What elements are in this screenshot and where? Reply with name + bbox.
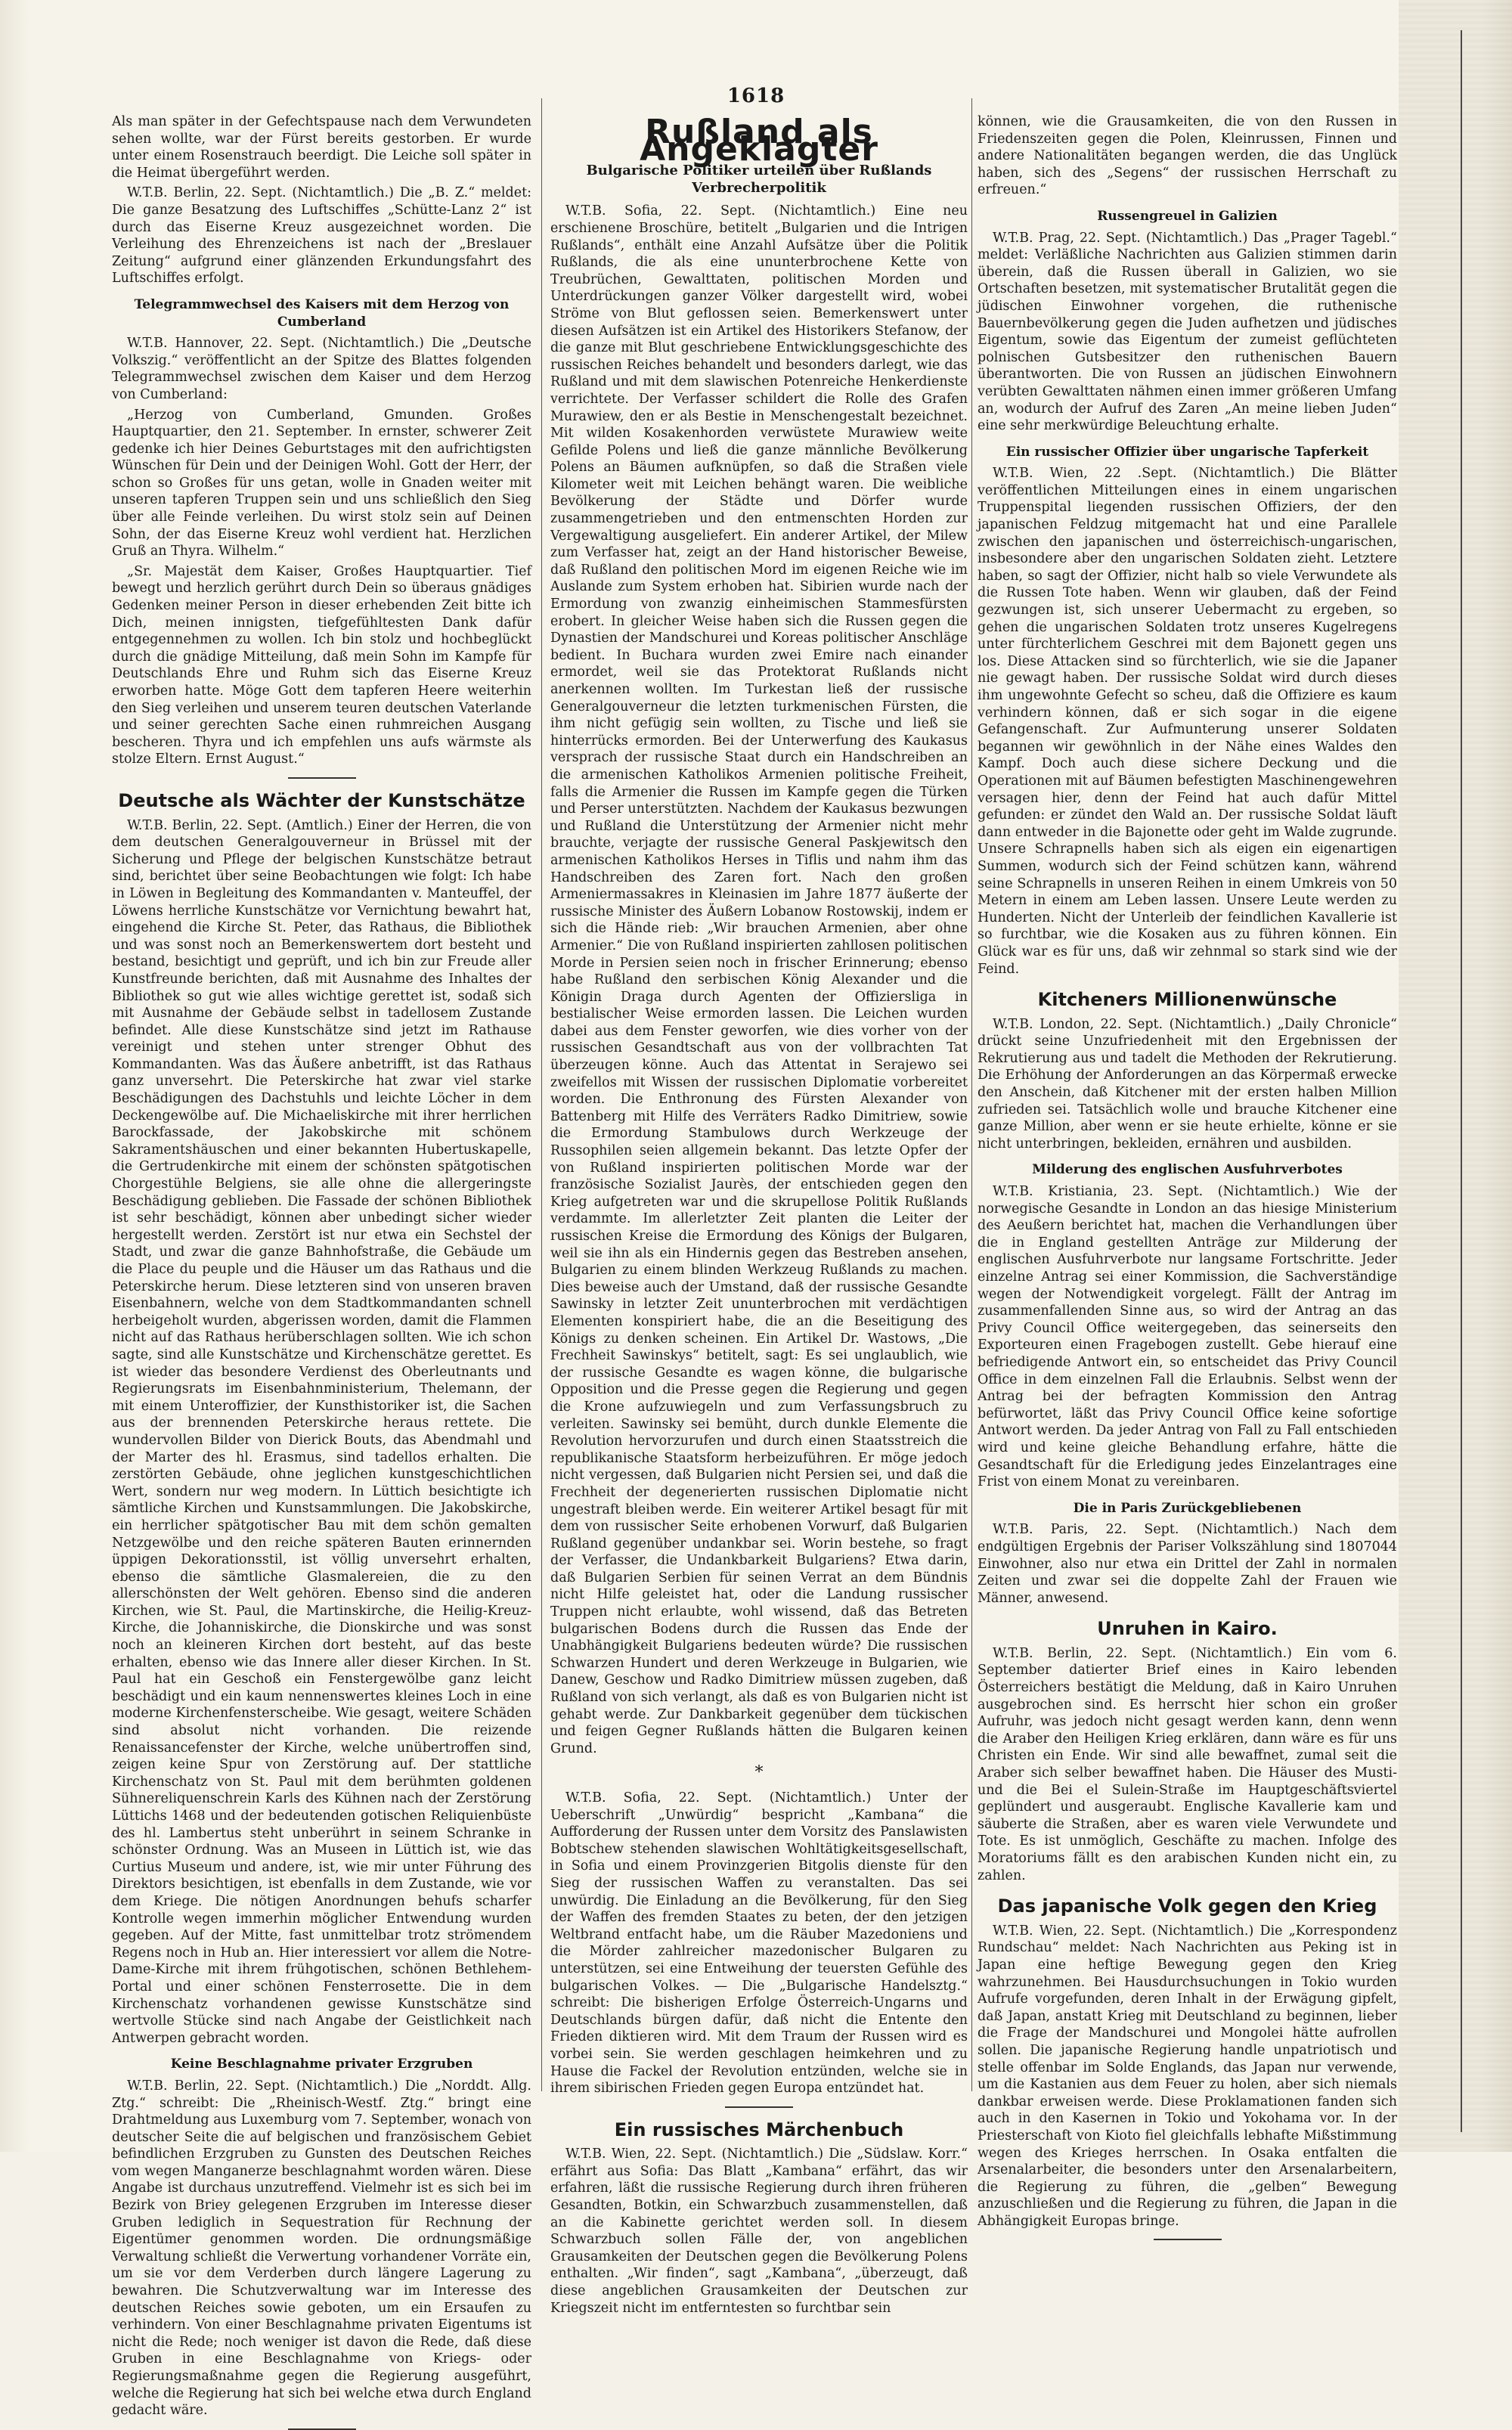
separator-rule: [725, 2106, 793, 2108]
article-text: können, wie die Grausamkeiten, die von den Russen in Friedenszeiten gegen die Polen, Kleinrussen, Finnen und andere Nationalitäten begangen werden, die das Unglück haben, sich des „Segens“ der russischen Herrschaft zu erfreuen.“: [978, 114, 1397, 198]
article-text: „Sr. Majestät dem Kaiser, Großes Hauptquartier. Tief bewegt und herzlich gerührt durch Dein so überaus gnädiges Gedenken meiner Person in dieser erhebenden Zeit bitte ich Dich, meinen innigsten, tiefgefühltesten Dank dafür entgegennehmen zu wollen. Ich bin stolz und hochbeglückt durch die gnädige Mitteilung, daß mein Sohn im Kampfe für Deutschlands Ehre und Ruhm sich das Eiserne Kreuz erworben hatte. Möge Gott dem tapferen Heere weiterhin den Sieg verleihen und unserem teuren deutschen Vaterlande und seiner gerechten Sache einen ruhmreichen Ausgang bescheren. Thyra und ich empfehlen uns aufs wärmste als stolze Eltern. Ernst August.“: [112, 563, 531, 767]
separator-rule: [288, 2428, 356, 2430]
article-text: W.T.B. Hannover, 22. Sept. (Nichtamtlich.) Die „Deutsche Volkszig.“ veröffentlicht an der Spitze des Blattes folgenden Telegrammwechsel zwischen dem Kaiser und dem Herzog von Cumberland:: [112, 336, 531, 402]
column-rule-2: [971, 98, 972, 2091]
article-text: W.T.B. Kristiania, 23. Sept. (Nichtamtlich.) Wie der norwegische Gesandte in London an das hiesige Ministerium des Aeußern berichtet hat, machen die Verhandlungen über die in England gestellten Anträge zur Milderung der englischen Ausfuhrverbote nur langsame Fortschritte. Jeder einzelne Antrag sei einer Kommission, die Sachverständige wegen der Notwendigkeit vorgelegt. Fällt der Antrag im zusammenfallenden Sinne aus, so wird der Antrag an das Privy Council Office weitergegeben, das seinerseits den Exporteuren einen Fragebogen zustellt. Gebe hierauf eine befriedigende Antwort ein, so entscheidet das Privy Council Office in dem einzelnen Fall die Erlaubnis. Selbst wenn der Antrag bei der befragten Kommission den Antrag befürwortet, läßt das Privy Council Office keine sofortige Antwort werden. Da jeder Antrag von Fall zu Fall entschieden wird und keine gleiche Behandlung erfahre, hätte die Gesandtschaft für die Erledigung jedes Einzelantrages eine Frist von einem Monat zu vereinbaren.: [978, 1184, 1397, 1490]
article-heading: Unruhen in Kairo.: [1097, 1618, 1278, 1640]
article-text: W.T.B. Berlin, 22. Sept. (Amtlich.) Einer der Herren, die von dem deutschen Generalgouverneur in Brüssel mit der Sicherung und Pflege der belgischen Kunstschätze betraut sind, berichtet über seine Beobachtungen wie folgt: Ich habe in Löwen in Begleitung des Kommandanten v. Manteuffel, der Löwens herrliche Kunstschätze vor Vernichtung bewahrt hat, eingehend die Kirche St. Peter, das Rathaus, die Bibliothek und was sonst noch an Bemerkenswertem dort besteht und bestand, besichtigt und geprüft, und ich bin zur Freude aller Kunstfreunde berichten, daß mit Ausnahme des Inhaltes der Bibliothek so gut wie alles wichtige gerettet ist, sodaß sich mit Ausnahme der Gebäude selbst in tadellosem Zustande befindet. Alle diese Kunstschätze sind jetzt im Rathause vereinigt und stehen unter strenger Obhut des Kommandanten. Was das Äußere anbetrifft, ist das Rathaus ganz unversehrt. Die Peterskirche hat zwar viel starke Beschädigungen des Dachstuhls und leichte Löcher in dem Deckengewölbe auf. Die Michaeliskirche mit ihrer herrlichen Barockfassade, der Jakobskirche mit schönem Sakramentshäuschen und einer bekannten Hubertuskapelle, die Gertrudenkirche mit einem der schönsten spätgotischen Chorgestühle Belgiens, sie alle ohne die allergeringste Beschädigung geblieben. Die Fassade der schönen Bibliothek ist sehr beschädigt, können aber unbedingt sicher wieder hergestellt werden. Zerstört ist nur etwa ein Sechstel der Stadt, und zwar die ganze Bahnhofstraße, die Gebäude um die Place du peuple und die Häuser um das Rathaus und die Peterskirche herum. Diese letzteren sind von unseren braven Eisenbahnern, welche von dem Stadtkommandanten schnell herbeigeholt wurden, abgerissen worden, damit die Flammen nicht auf das Rathaus herüberschlagen sollten. Wie ich schon sagte, sind alle Kunstschätze und Kirchenschätze gerettet. Es ist wieder das besondere Verdienst des Oberleutnants und Regierungsrats im Eisenbahnministerium, Thelemann, der mit einem Unteroffizier, der Kunsthistoriker ist, die Sachen aus der brennenden Peterskirche heraus rettete. Die wundervollen Bilder von Dierick Bouts, das Abendmahl und der Marter des hl. Erasmus, sind tadellos erhalten. Die zerstörten Gebäude, ohne jeglichen kunstgeschichtlichen Wert, sondern nur weg modern. In Lüttich besichtigte ich sämtliche Kirchen und Kunstsammlungen. Die Jakobskirche, ein herrlicher spätgotischer Bau mit dem schön gemalten Netzgewölbe und den reiche späteren Bauten erinnernden üppigen Dekorationsstil, ist völlig unversehrt erhalten, ebenso die sämtliche Glasmalereien, die zu den allerschönsten der Welt gehören. Ebenso sind die anderen Kirchen, wie St. Paul, die Martinskirche, die Heilig-Kreuz-Kirche, die Johanniskirche, die Dionskirche und was sonst noch an kleineren Kirchen dort besteht, auf das beste erhalten, ebenso wie das Innere aller dieser Kirchen. In St. Paul hat ein Geschoß ein Fenstergewölbe ganz leicht beschädigt und ein kaum nennenswertes kleines Loch in eine moderne Kirchenfensterscheibe. Wie gesagt, weitere Schäden sind absolut nicht vorhanden. Die reizende Renaissancefenster der Kirche, welche unübertroffen sind, zeigen keine Spur von Zerstörung auf. Der stattliche Kirchenschatz von St. Paul mit dem berühmten goldenen Sühnereliquenschrein Karls des Kühnen nach der Zerstörung Lüttichs 1468 und der bedeutenden gotischen Reliquienbüste des hl. Lambertus steht unberührt in seinem Schranke in schönster Ordnung. Was an Museen in Lüttich ist, wie das Curtius Museum und andere, ist, wie mir unter Führung des Direktors besichtigen, ist ebenfalls in dem Zustande, wie vor dem Kriege. Die nötigen Anordnungen behufs scharfer Kontrolle wegen immerhin möglicher Entwendung wurden gegeben. Auf der Mitte, fast unmittelbar trotz strömendem Regens noch in Hub an. Hier interessiert vor allem die Notre-Dame-Kirche mit ihrem frühgotischen, schönen Bethlehem-Portal und einer schönen Fensterrosette. Die in dem Kirchenschatz vorhandenen gewisse Kunstschätze sind wertvolle Stücke sind nach Angabe der Geistlichkeit nach Antwerpen gebracht worden.: [112, 817, 531, 2046]
subheadline: Bulgarische Politiker urteilen über Rußlands Verbrecherpolitik: [586, 163, 932, 196]
article-text: W.T.B. Wien, 22. Sept. (Nichtamtlich.) Die „Korrespondenz Rundschau“ meldet: Nach Nachrichten aus Peking ist in Japan eine heftige Bewegung gegen den Krieg wahrzunehmen. Bei Hausdurchsuchungen in Tokio wurden Aufrufe vorgefunden, deren Inhalt in der Erwägung gipfelt, daß Japan, anstatt Krieg mit Deutschland zu beginnen, lieber die Frage der Mandschurei und Mongolei hätte aufrollen sollen. Die japanische Regierung handle unpatriotisch und stelle offenbar im Solde Englands, das Japan nur verwende, um die Kastanien aus dem Feuer zu holen, aber sich niemals dankbar erweisen werde. Diese Proklamationen fanden sich auch in den Kasernen in Tokio und Yokohama vor. In der Priesterschaft von Kioto fiel gleichfalls lebhafte Mißstimmung wegen des Krieges herrschen. In Osaka entfalten die Arsenalarbeiter, die besonders unter den Arsenalarbeitern, die Regierung zu führen, die „gelben“ Bewegung anzuschließen und die Regierung zu führen, die Japan in die Abhängigkeit Europas bringe.: [978, 1923, 1397, 2229]
column-rule-1: [541, 98, 542, 2091]
article-heading: Ein russischer Offizier über ungarische Tapferkeit: [1005, 444, 1369, 460]
article-text: „Herzog von Cumberland, Gmunden. Großes Hauptquartier, den 21. September. In ernster, schwerer Zeit gedenke ich hier Deines Geburtstages mit den aufrichtigsten Wünschen für Dein und der Deinigen Wohl. Gott der Herr, der schon so Großes für uns getan, wolle in Gnaden weiter mit unseren tapferen Truppen sein und uns schließlich den Sieg über alle Feinde verleihen. Du wirst stolz sein auf Deinen Sohn, der das Eiserne Kreuz wohl verdient hat. Herzlichen Gruß an Thyra. Wilhelm.“: [112, 407, 531, 559]
article-heading: Deutsche als Wächter der Kunstschätze: [118, 789, 525, 811]
article-text: W.T.B. Sofia, 22. Sept. (Nichtamtlich.) Unter der Ueberschrift „Unwürdig“ bespricht „Kambana“ die Aufforderung der Russen unter dem Vorsitz des Panslawisten Bobtschew stehenden slawischen Wohltätigkeitsgesellschaft, in Sofia und einem Provinzgerien Bitgolis dienste für den Sieg der russischen Waffen zu veranstalten. Das sei unwürdig. Die Einladung an die Bevölkerung, für den Sieg der Waffen des fremden Staates zu beten, der den jetzigen Weltbrand entfacht habe, um die Räuber Mazedoniens und die Mörder zahlreicher mazedonischer Bulgaren zu unterstützen, sei eine Entweihung der teuersten Gefühle des bulgarischen Volkes. — Die „Bulgarische Handelsztg.“ schreibt: Die bisherigen Erfolge Österreich-Ungarns und Deutschlands bürgen dafür, daß nicht die Entente den Frieden diktieren wird. Mit dem Traum der Russen wird es vorbei sein. Sie werden geschlagen heimkehren und zu Hause die Fackel der Revolution entzünden, welche sie in ihrem sibirischen Frieden gegen Europa entzündet hat.: [550, 1790, 968, 2097]
article-heading: Die in Paris Zurückgebliebenen: [1073, 1500, 1302, 1516]
article-text: W.T.B. Berlin, 22. Sept. (Nichtamtlich.) Ein vom 6. September datierter Brief eines in Kairo lebenden Österreichers bestätigt die Meldung, daß in Kairo Unruhen ausgebrochen sind. Es herrscht hier schon ein großer Aufruhr, was jedoch nicht gesagt werden kann, denn wenn die Araber den Heiligen Krieg erklären, dann wäre es für uns Christen ein Ende. Wir sind alle bewaffnet, zumal seit die Araber sich selber bewaffnet haben. Die Häuser des Musti- und die Bei el Sulein-Straße im Hauptgeschäftsviertel geplündert und ausgeraubt. Englische Kavallerie kam und säuberte die Straßen, aber es waren viele Verwundete und Tote. Es ist unmöglich, Geschäfte zu machen. Infolge des Moratoriums fällt es den arabischen Kunden nicht ein, zu zahlen.: [978, 1645, 1397, 1883]
column-middle: [550, 113, 968, 2316]
article-text: W.T.B. Wien, 22 .Sept. (Nichtamtlich.) Die Blätter veröffentlichen Mitteilungen eines in einem ungarischen Truppenspital liegenden russischen Offiziers, der den japanischen Feldzug mitgemacht hat und eine Parallele zwischen den japanischen und österreichisch-ungarischen, insbesondere aber den ungarischen Soldaten zieht. Letztere haben, so sagt der Offizier, nicht halb so viele Verwundete als die Russen Tote haben. Wenn wir glauben, daß der Feind gezwungen ist, sich unserer Uebermacht zu ergeben, so gehen die ungarischen Soldaten trotz unseres Kugelregens unter fürchterlichem Geschrei mit dem Bajonett gegen uns los. Diese Attacken sind so fürchterlich, wie sie die Japaner nie gewagt haben. Der russische Soldat wird durch dieses ihm ungewohnte Gefecht so scheu, daß die Offiziere es kaum verhindern können, daß er sich sogar in die eigene Gefangenschaft. Zur Aufmunterung unserer Soldaten begannen wir gewöhnlich in der Nähe eines Waldes den Kampf. Doch auch diese sichere Deckung und die Operationen mit auf Bäumen befestigten Maschinengewehren versagen hier, denn der Feind hat auch dafür Mittel gefunden: er zündet den Wald an. Der russische Soldat läuft dann entweder in die Bajonette oder geht im Walde zugrunde. Unsere Schrapnells haben sich als eigen ein eigenartigen Summen, wodurch sich der Feind schützen kann, während seine Schrapnells in unseren Reihen in einem Umkreis von 50 Metern in einem am Leben lassen. Unsere Leute werden zu Hunderten. Nicht der Unterleib der feindlichen Kavallerie ist so furchtbar, wie die Kosaken aus zu führen können. Ein Glück war es für uns, daß wir zehnmal so stark sind wie der Feind.: [978, 466, 1397, 977]
page-number: 1618: [727, 85, 785, 107]
article-text: W.T.B. Berlin, 22. Sept. (Nichtamtlich.) Die „Norddt. Allg. Ztg.“ schreibt: Die „Rheinisch-Westf. Ztg.“ bringt eine Drahtmeldung aus Luxemburg vom 7. September, wonach von deutscher Seite die auf belgischen und französischem Gebiet befindlichen Erzgruben zu Gunsten des Deutschen Reiches vom wegen Manganerze beschlagnahmt worden wären. Diese Angabe ist durchaus unzutreffend. Vielmehr ist es sich bei im Bezirk von Briey gelegenen Erzgruben im Interesse dieser Gruben lediglich in Sequestration für Rechnung der Eigentümer genommen worden. Die ordnungsmäßige Verwaltung schließt die Verwertung vorhandener Vorräte ein, um sie vor dem Verderben durch längere Lagerung zu bewahren. Die Schutzverwaltung war im Interesse des deutschen Reiches sowie geboten, um ein Ersaufen zu verhindern. Von einer Beschlagnahme privaten Eigentums ist nicht die Rede; noch weniger ist davon die Rede, daß diese Gruben in eine Beschlagnahme von Kriegs- oder Regierungsmaßnahme gegen die Regierung ausgeführt, welche die Regierung hat sich bei welche etwa durch England gedacht wäre.: [112, 2078, 531, 2419]
main-headline: Rußland als Angeklagter: [640, 113, 878, 169]
article-heading: Russengreuel in Galizien: [1097, 208, 1278, 224]
adjacent-page-edge: [1399, 0, 1512, 2152]
separator-rule: [288, 777, 356, 779]
section-star: *: [754, 1763, 764, 1783]
article-text: Als man später in der Gefechtspause nach dem Verwundeten sehen wollte, war der Fürst bereits gestorben. Er wurde unter einem Rosenstrauch beerdigt. Die Leiche soll später in die Heimat übergeführt werden.: [112, 114, 531, 181]
article-heading: Keine Beschlagnahme privater Erzgruben: [170, 2057, 473, 2072]
article-heading: Milderung des englischen Ausfuhrverbotes: [1032, 1162, 1343, 1178]
article-text: W.T.B. London, 22. Sept. (Nichtamtlich.) „Daily Chronicle“ drückt seine Unzufriedenheit mit den Ergebnissen der Rekrutierung aus und tadelt die Methoden der Rekrutierung. Die Erhöhung der Anforderungen an das Körpermaß erwecke den Anschein, daß Kitchener mit der ersten halben Million zufrieden sei. Tatsächlich wolle und brauche Kitchener eine ganze Million, aber wenn er sie heute erhielte, könne er sie nicht unterbringen, bekleiden, ernähren und ausbilden.: [978, 1016, 1397, 1151]
article-text: W.T.B. Berlin, 22. Sept. (Nichtamtlich.) Die „B. Z.“ meldet: Die ganze Besatzung des Luftschiffes „Schütte-Lanz 2“ ist durch das Eiserne Kreuz ausgezeichnet worden. Die Verleihung des Ehrenzeichens ist nach der „Breslauer Zeitung“ aufgrund einer glänzenden Erkundungsfahrt des Luftschiffes erfolgt.: [112, 185, 531, 287]
article-heading: Ein russisches Märchenbuch: [614, 2119, 904, 2140]
article-heading: Kitcheners Millionenwünsche: [1037, 989, 1337, 1011]
article-text: W.T.B. Sofia, 22. Sept. (Nichtamtlich.) Eine neu erschienene Broschüre, betitelt „Bulgarien und die Intrigen Rußlands“, enthält eine Anzahl Aufsätze über die Politik Rußlands, die als eine ununterbrochene Kette von Treubrüchen, Gewalttaten, politischen Morden und Unterdrückungen ganzer Völker dargestellt wird, wobei Ströme von Blut geflossen seien. Bemerkenswert unter diesen Aufsätzen ist ein Artikel des Historikers Stefanow, der die ganze mit Blut geschriebene Entwicklungsgeschichte des russischen Reiches behandelt und besonders darlegt, wie das Rußland und mit dem slawischen Potenreiche Henkerdienste verrichtete. Der Verfasser schildert die Rolle des Grafen Murawiew, den er als Bestie in Menschengestalt bezeichnet. Mit wilden Kosakenhorden verwüstete Murawiew weite Gefilde Polens und ließ die ganze männliche Bevölkerung Polens an Bäumen aufknüpfen, so daß die Straßen viele Kilometer weit mit Leichen behängt waren. Die weibliche Bevölkerung der Städte und Dörfer wurde zusammengetrieben und den entmenschten Horden zur Vergewaltigung ausgeliefert. Ein anderer Artikel, der Milew zum Verfasser hat, zeigt an der Hand historischer Beweise, daß Rußland den politischen Mord im eigenen Reiche wie im Auslande zum System erhoben hat. Sibirien wurde nach der Ermordung von zwanzig einheimischen Stammesfürsten erobert. In gleicher Weise haben sich die Russen gegen die Dynastien der Mandschurei und Koreas politischer Anschläge bedient. In Buchara wurden zwei Emire nach einander ermordet, weil sie das Protektorat Rußlands nicht anerkennen wollten. Im Turkestan ließ der russische Generalgouverneur die letzten turkmenischen Fürsten, die ihm nicht gefügig sein wollten, zu Tische und ließ sie hinterrücks ermorden. Bei der Unterwerfung des Kaukasus versprach der russische Staat durch ein Handschreiben an die armenischen Katholikos Armenien politische Freiheit, falls die Armenier die Russen im Kampfe gegen die Türken und Perser unterstützten. Nachdem der Kaukasus bezwungen und Rußland die Unterstützung der Armenier nicht mehr brauchte, verjagte der russische General Paskjewitsch den armenischen Katholikos Herses in Tiflis und nahm ihm das Handschreiben des Zaren fort. Nach den großen Armeniermassakres in Kleinasien im Jahre 1877 äußerte der russische Minister des Äußern Lobanow Rostowskij, indem er sich die Hände rieb: „Wir brauchen Armenien, aber ohne Armenier.“ Die von Rußland inspirierten zahllosen politischen Morde in Persien seien noch in frischer Erinnerung; ebenso habe Rußland den serbischen König Alexander und die Königin Draga durch Agenten der Offiziersliga in bestialischer Weise ermorden lassen. Die Leichen wurden dabei aus dem Fenster geworfen, wie dies vorher von der russischen Gesandtschaft aus von der vollbrachten Tat überzeugen könne. Auch das Attentat in Serajewo sei zweifellos mit Wissen der russischen Diplomatie vorbereitet worden. Die Enthronung des Fürsten Alexander von Battenberg mit Hilfe des Verräters Radko Dimitriew, sowie die Ermordung Stambulows durch Werkzeuge der Russophilen seien allgemein bekannt. Das letzte Opfer der von Rußland inspirierten politischen Morde war der französische Sozialist Jaurès, der entschieden gegen den Krieg aufgetreten war und die skrupellose Politik Rußlands verdammte. Im allerletzter Zeit planten die Leiter der russischen Kreise die Ermordung des Königs der Bulgaren, weil sie ihn als ein Hindernis gegen das Bestreben ansehen, Bulgarien zu einem blinden Werkzeug Rußlands zu machen. Dies beweise auch der Umstand, daß der russische Gesandte Sawinsky in letzter Zeit ununterbrochen mit verdächtigen Elementen konspiriert habe, die an die Beseitigung des Königs zu denken scheinen. Ein Artikel Dr. Wastows, „Die Frechheit Sawinskys“ betitelt, sagt: Es sei unglaublich, wie der russische Gesandte es wagen könne, die bulgarische Opposition und die Presse gegen die Regierung und gegen die Krone aufzuwiegeln und zum Verfassungsbruch zu verleiten. Sawinsky sei bemüht, durch dunkle Elemente die Revolution hervorzurufen und durch einen Staatsstreich die republikanische Staatsform herbeizuführen. Er möge jedoch nicht vergessen, daß Bulgarien nicht Persien sei, und daß die Frechheit der degenerierten russischen Diplomatie nicht ungestraft bleiben werde. Ein weiterer Artikel besagt für mit dem von russischer Seite erhobenen Vorwurf, daß Bulgarien Rußland gegenüber undankbar sei. Worin bestehe, so fragt der Verfasser, die Undankbarkeit Bulgariens? Etwa darin, daß Bulgarien Serbien für seinen Verrat an dem Bündnis nicht Hilfe geleistet hat, oder die Landung russischer Truppen nicht erlaubte, wohl wissend, daß das Betreten bulgarischen Bodens durch die Russen das Ende der Unabhängigkeit Bulgariens bedeuten würde? Die russischen Schwarzen Hundert und deren Werkzeuge in Bulgarien, wie Danew, Geschow und Radko Dimitriew müssen zugeben, daß Rußland von sich verlangt, als daß es von Bulgarien nicht ist gehabt werde. Zur Dankbarkeit gegenüber dem tückischen und feigen Gegner Rußlands hätten die Bulgaren keinen Grund.: [550, 203, 968, 1756]
separator-rule: [1154, 2239, 1222, 2240]
article-heading: Telegrammwechsel des Kaisers mit dem Herzog von Cumberland: [134, 296, 510, 330]
article-text: W.T.B. Prag, 22. Sept. (Nichtamtlich.) Das „Prager Tagebl.“ meldet: Verläßliche Nachrichten aus Galizien stimmen darin überein, daß die Russen überall in Galizien, wo sie Ortschaften besetzen, mit systematischer Brutalität gegen die jüdischen Einwohner vorgehen, die ruthenische Bauernbevölkerung gegen die Juden aufhetzen und jüdisches Eigentum, sowie das Eigentum der zumeist geflüchteten polnischen Gutsbesitzer den ruthenischen Bauern überantworten. Die von Russen an jüdischen Einwohnern verübten Gewalttaten nähmen einen immer größeren Umfang an, wodurch der Aufruf des Zaren „An meine lieben Juden“ eine sehr merkwürdige Beleuchtung erhalte.: [978, 230, 1397, 434]
article-heading: Das japanische Volk gegen den Krieg: [997, 1895, 1377, 1917]
article-text: W.T.B. Wien, 22. Sept. (Nichtamtlich.) Die „Südslaw. Korr.“ erfährt aus Sofia: Das Blatt „Kambana“ erfährt, das wir erfahren, läßt die russische Regierung durch ihren früheren Gesandten, Botkin, ein Schwarzbuch zusammenstellen, daß an die Kabinette gerichtet werden soll. In diesem Schwarzbuch sollen Fälle der, von angeblichen Grausamkeiten der Deutschen gegen die Bevölkerung Polens enthalten. „Wir finden“, sagt „Kambana“, „überzeugt, daß diese angeblichen Grausamkeiten der Deutschen zur Kriegszeit nicht im entferntesten so furchtbar sein: [550, 2146, 968, 2316]
column-left: [112, 113, 531, 2419]
article-text: W.T.B. Paris, 22. Sept. (Nichtamtlich.) Nach dem endgültigen Ergebnis der Pariser Volkszählung sind 1807044 Einwohner, also nur etwa ein Drittel der Zahl in normalen Zeiten und zwar sei die doppelte Zahl der Frauen wie Männer, anwesend.: [978, 1522, 1397, 1606]
page-gutter-rule: [1461, 30, 1462, 2132]
column-right: [978, 113, 1397, 2229]
